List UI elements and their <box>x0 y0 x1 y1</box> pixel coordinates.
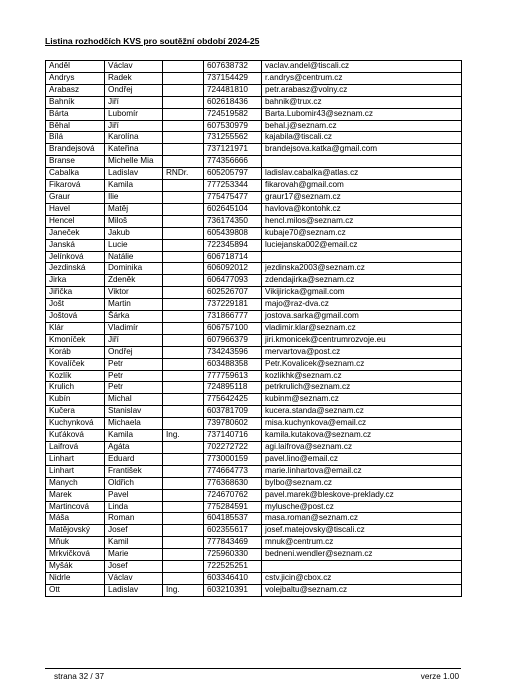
email-cell: jostova.sarka@gmail.com <box>262 311 462 323</box>
degree-cell <box>163 61 204 73</box>
first-name-cell: Michelle Mia <box>105 156 163 168</box>
first-name-cell: Vladimír <box>105 322 163 334</box>
email-cell <box>262 251 462 263</box>
degree-cell <box>163 191 204 203</box>
degree-cell <box>163 477 204 489</box>
first-name-cell: Eduard <box>105 453 163 465</box>
surname-cell: Bárta <box>46 108 105 120</box>
first-name-cell: Jiří <box>105 96 163 108</box>
first-name-cell: Oldřich <box>105 477 163 489</box>
phone-cell: 773000159 <box>204 453 262 465</box>
email-cell: majo@raz-dva.cz <box>262 299 462 311</box>
table-row <box>46 418 462 430</box>
first-name-cell: Ladislav <box>105 168 163 180</box>
phone-cell: 775284591 <box>204 501 262 513</box>
surname-cell: Kozlík <box>46 370 105 382</box>
degree-cell <box>163 239 204 251</box>
first-name-cell: Josef <box>105 561 163 573</box>
degree-cell <box>163 144 204 156</box>
first-name-cell: Karolína <box>105 132 163 144</box>
first-name-cell: Pavel <box>105 489 163 501</box>
phone-cell: 603346410 <box>204 572 262 584</box>
table-row <box>46 358 462 370</box>
email-cell: ladislav.cabalka@atlas.cz <box>262 168 462 180</box>
email-cell: masa.roman@seznam.cz <box>262 513 462 525</box>
first-name-cell: Natálie <box>105 251 163 263</box>
table-row <box>46 525 462 537</box>
first-name-cell: Kateřina <box>105 144 163 156</box>
first-name-cell: Kamila <box>105 430 163 442</box>
email-cell: mervartova@post.cz <box>262 346 462 358</box>
email-cell: pavel.lino@email.cz <box>262 453 462 465</box>
email-cell: r.andrys@centrum.cz <box>262 72 462 84</box>
first-name-cell: Petr <box>105 358 163 370</box>
email-cell: vaclav.andel@tiscali.cz <box>262 61 462 73</box>
surname-cell: Klár <box>46 322 105 334</box>
table-row <box>46 334 462 346</box>
surname-cell: Jirka <box>46 275 105 287</box>
email-cell: jezdinska2003@seznam.cz <box>262 263 462 275</box>
email-cell: bedneni.wendler@seznam.cz <box>262 549 462 561</box>
table-row <box>46 465 462 477</box>
email-cell: kajabila@tiscali.cz <box>262 132 462 144</box>
referee-table <box>45 60 462 597</box>
surname-cell: Nidrle <box>46 572 105 584</box>
degree-cell <box>163 322 204 334</box>
degree-cell <box>163 96 204 108</box>
first-name-cell: Kamila <box>105 180 163 192</box>
table-row <box>46 501 462 513</box>
first-name-cell: Miloš <box>105 215 163 227</box>
table-row <box>46 191 462 203</box>
table-row <box>46 394 462 406</box>
email-cell: marie.linhartova@email.cz <box>262 465 462 477</box>
degree-cell <box>163 84 204 96</box>
email-cell: jiri.kmonicek@centrumrozvoje.eu <box>262 334 462 346</box>
table-row <box>46 584 462 596</box>
phone-cell: 607966379 <box>204 334 262 346</box>
degree-cell <box>163 263 204 275</box>
email-cell: brandejsova.katka@gmail.com <box>262 144 462 156</box>
phone-cell: 739780602 <box>204 418 262 430</box>
table-row <box>46 442 462 454</box>
phone-cell: 775475477 <box>204 191 262 203</box>
degree-cell <box>163 418 204 430</box>
table-row <box>46 84 462 96</box>
first-name-cell: Petr <box>105 370 163 382</box>
table-row <box>46 406 462 418</box>
table-row <box>46 477 462 489</box>
table-row <box>46 382 462 394</box>
degree-cell <box>163 299 204 311</box>
first-name-cell: Dominika <box>105 263 163 275</box>
phone-cell: 602618436 <box>204 96 262 108</box>
phone-cell: 737121971 <box>204 144 262 156</box>
page-number: strana 32 / 37 <box>54 672 105 681</box>
surname-cell: Kovalíček <box>46 358 105 370</box>
first-name-cell: Agáta <box>105 442 163 454</box>
surname-cell: Běhal <box>46 120 105 132</box>
phone-cell: 603781709 <box>204 406 262 418</box>
table-row <box>46 144 462 156</box>
email-cell: bahnik@trux.cz <box>262 96 462 108</box>
first-name-cell: Jiří <box>105 334 163 346</box>
first-name-cell: Michal <box>105 394 163 406</box>
table-row <box>46 72 462 84</box>
table-row <box>46 61 462 73</box>
table-row <box>46 251 462 263</box>
table-row <box>46 239 462 251</box>
surname-cell: Kmoníček <box>46 334 105 346</box>
email-cell: agi.laifrova@seznam.cz <box>262 442 462 454</box>
surname-cell: Jiřička <box>46 287 105 299</box>
surname-cell: Joštová <box>46 311 105 323</box>
table-row <box>46 275 462 287</box>
phone-cell: 737140716 <box>204 430 262 442</box>
degree-cell <box>163 203 204 215</box>
email-cell: behal.j@seznam.cz <box>262 120 462 132</box>
email-cell: petr.arabasz@volny.cz <box>262 84 462 96</box>
first-name-cell: Petr <box>105 382 163 394</box>
footer-divider <box>45 668 461 669</box>
phone-cell: 605205797 <box>204 168 262 180</box>
surname-cell: Máša <box>46 513 105 525</box>
first-name-cell: Ondřej <box>105 84 163 96</box>
phone-cell: 607530979 <box>204 120 262 132</box>
surname-cell: Krulich <box>46 382 105 394</box>
table-row <box>46 287 462 299</box>
table-row <box>46 537 462 549</box>
first-name-cell: Josef <box>105 525 163 537</box>
degree-cell: Ing. <box>163 584 204 596</box>
degree-cell <box>163 561 204 573</box>
email-cell <box>262 156 462 168</box>
referee-table-body <box>46 61 462 597</box>
surname-cell: Brandejsová <box>46 144 105 156</box>
phone-cell: 603488358 <box>204 358 262 370</box>
table-row <box>46 489 462 501</box>
first-name-cell: Václav <box>105 61 163 73</box>
first-name-cell: Václav <box>105 572 163 584</box>
surname-cell: Linhart <box>46 453 105 465</box>
first-name-cell: Marie <box>105 549 163 561</box>
table-row <box>46 513 462 525</box>
degree-cell <box>163 275 204 287</box>
surname-cell: Kučera <box>46 406 105 418</box>
surname-cell: Havel <box>46 203 105 215</box>
email-cell: fikarovah@gmail.com <box>262 180 462 192</box>
email-cell <box>262 561 462 573</box>
phone-cell: 734243596 <box>204 346 262 358</box>
table-row <box>46 549 462 561</box>
degree-cell <box>163 501 204 513</box>
surname-cell: Cabalka <box>46 168 105 180</box>
surname-cell: Linhart <box>46 465 105 477</box>
phone-cell: 702272722 <box>204 442 262 454</box>
surname-cell: Manych <box>46 477 105 489</box>
first-name-cell: Roman <box>105 513 163 525</box>
phone-cell: 724895118 <box>204 382 262 394</box>
email-cell: misa.kuchynkova@email.cz <box>262 418 462 430</box>
degree-cell <box>163 370 204 382</box>
phone-cell: 724481810 <box>204 84 262 96</box>
surname-cell: Laifrová <box>46 442 105 454</box>
surname-cell: Jezdinská <box>46 263 105 275</box>
first-name-cell: Radek <box>105 72 163 84</box>
surname-cell: Marek <box>46 489 105 501</box>
email-cell: cstv.jicin@cbox.cz <box>262 572 462 584</box>
surname-cell: Kuchynková <box>46 418 105 430</box>
degree-cell <box>163 311 204 323</box>
table-row <box>46 96 462 108</box>
email-cell: bylbo@seznam.cz <box>262 477 462 489</box>
degree-cell <box>163 287 204 299</box>
phone-cell: 722345894 <box>204 239 262 251</box>
degree-cell <box>163 132 204 144</box>
degree-cell: Ing. <box>163 430 204 442</box>
surname-cell: Myšák <box>46 561 105 573</box>
document-title: Listina rozhodčích KVS pro soutěžní období 2024-25 <box>45 36 260 46</box>
surname-cell: Bahník <box>46 96 105 108</box>
surname-cell: Jelínková <box>46 251 105 263</box>
email-cell: petrkrulich@seznam.cz <box>262 382 462 394</box>
first-name-cell: Ilie <box>105 191 163 203</box>
table-row <box>46 322 462 334</box>
table-row <box>46 561 462 573</box>
email-cell: pavel.marek@bleskove-preklady.cz <box>262 489 462 501</box>
first-name-cell: Martin <box>105 299 163 311</box>
degree-cell <box>163 227 204 239</box>
table-row <box>46 180 462 192</box>
phone-cell: 774664773 <box>204 465 262 477</box>
phone-cell: 606092012 <box>204 263 262 275</box>
degree-cell <box>163 442 204 454</box>
table-row <box>46 215 462 227</box>
surname-cell: Graur <box>46 191 105 203</box>
first-name-cell: Viktor <box>105 287 163 299</box>
degree-cell <box>163 251 204 263</box>
email-cell: kubinm@seznam.cz <box>262 394 462 406</box>
degree-cell <box>163 394 204 406</box>
first-name-cell: Stanislav <box>105 406 163 418</box>
surname-cell: Koráb <box>46 346 105 358</box>
email-cell: Vikijiricka@gmail.com <box>262 287 462 299</box>
table-row <box>46 168 462 180</box>
table-row <box>46 108 462 120</box>
table-row <box>46 311 462 323</box>
phone-cell: 602645104 <box>204 203 262 215</box>
degree-cell <box>163 453 204 465</box>
table-row <box>46 572 462 584</box>
first-name-cell: František <box>105 465 163 477</box>
phone-cell: 602355617 <box>204 525 262 537</box>
table-row <box>46 453 462 465</box>
phone-cell: 606757100 <box>204 322 262 334</box>
surname-cell: Kubín <box>46 394 105 406</box>
table-row <box>46 203 462 215</box>
phone-cell: 607638732 <box>204 61 262 73</box>
phone-cell: 603210391 <box>204 584 262 596</box>
email-cell: kucera.standa@seznam.cz <box>262 406 462 418</box>
surname-cell: Matějovský <box>46 525 105 537</box>
phone-cell: 776368630 <box>204 477 262 489</box>
email-cell: hencl.milos@seznam.cz <box>262 215 462 227</box>
first-name-cell: Ondřej <box>105 346 163 358</box>
degree-cell <box>163 108 204 120</box>
phone-cell: 775642425 <box>204 394 262 406</box>
surname-cell: Martincová <box>46 501 105 513</box>
degree-cell <box>163 572 204 584</box>
table-row <box>46 299 462 311</box>
degree-cell <box>163 513 204 525</box>
email-cell: kamila.kutakova@seznam.cz <box>262 430 462 442</box>
first-name-cell: Kamil <box>105 537 163 549</box>
degree-cell <box>163 120 204 132</box>
phone-cell: 737154429 <box>204 72 262 84</box>
degree-cell <box>163 215 204 227</box>
phone-cell: 724670762 <box>204 489 262 501</box>
version-label: verze 1.00 <box>420 672 459 681</box>
table-row <box>46 370 462 382</box>
table-row <box>46 346 462 358</box>
email-cell: josef.matejovsky@tiscali.cz <box>262 525 462 537</box>
first-name-cell: Lucie <box>105 239 163 251</box>
degree-cell <box>163 549 204 561</box>
email-cell: luciejanska002@email.cz <box>262 239 462 251</box>
table-row <box>46 430 462 442</box>
surname-cell: Janeček <box>46 227 105 239</box>
first-name-cell: Matěj <box>105 203 163 215</box>
surname-cell: Jošt <box>46 299 105 311</box>
degree-cell <box>163 334 204 346</box>
degree-cell <box>163 358 204 370</box>
phone-cell: 731866777 <box>204 311 262 323</box>
first-name-cell: Linda <box>105 501 163 513</box>
surname-cell: Anděl <box>46 61 105 73</box>
degree-cell <box>163 489 204 501</box>
email-cell: zdendajirka@seznam.cz <box>262 275 462 287</box>
first-name-cell: Ladislav <box>105 584 163 596</box>
degree-cell <box>163 537 204 549</box>
degree-cell <box>163 180 204 192</box>
surname-cell: Hencel <box>46 215 105 227</box>
degree-cell <box>163 346 204 358</box>
email-cell: havlova@kontohk.cz <box>262 203 462 215</box>
surname-cell: Mňuk <box>46 537 105 549</box>
surname-cell: Branse <box>46 156 105 168</box>
first-name-cell: Jiří <box>105 120 163 132</box>
email-cell: vladimir.klar@seznam.cz <box>262 322 462 334</box>
first-name-cell: Michaela <box>105 418 163 430</box>
phone-cell: 777253344 <box>204 180 262 192</box>
surname-cell: Mrkvičková <box>46 549 105 561</box>
surname-cell: Kuťáková <box>46 430 105 442</box>
table-row <box>46 132 462 144</box>
table-row <box>46 120 462 132</box>
first-name-cell: Zdeněk <box>105 275 163 287</box>
first-name-cell: Lubomír <box>105 108 163 120</box>
degree-cell: RNDr. <box>163 168 204 180</box>
table-row <box>46 156 462 168</box>
phone-cell: 605439808 <box>204 227 262 239</box>
email-cell: volejbaltu@seznam.cz <box>262 584 462 596</box>
phone-cell: 606718714 <box>204 251 262 263</box>
phone-cell: 774356666 <box>204 156 262 168</box>
phone-cell: 737229181 <box>204 299 262 311</box>
phone-cell: 724519582 <box>204 108 262 120</box>
phone-cell: 606477093 <box>204 275 262 287</box>
email-cell: Barta.Lubomir43@seznam.cz <box>262 108 462 120</box>
degree-cell <box>163 406 204 418</box>
degree-cell <box>163 382 204 394</box>
surname-cell: Ott <box>46 584 105 596</box>
table-row <box>46 263 462 275</box>
email-cell: mylusche@post.cz <box>262 501 462 513</box>
surname-cell: Andrys <box>46 72 105 84</box>
table-row <box>46 227 462 239</box>
email-cell: graur17@seznam.cz <box>262 191 462 203</box>
email-cell: kubaje70@seznam.cz <box>262 227 462 239</box>
phone-cell: 604185537 <box>204 513 262 525</box>
email-cell: mnuk@centrum.cz <box>262 537 462 549</box>
phone-cell: 731255562 <box>204 132 262 144</box>
phone-cell: 602526707 <box>204 287 262 299</box>
phone-cell: 725960330 <box>204 549 262 561</box>
degree-cell <box>163 156 204 168</box>
surname-cell: Bílá <box>46 132 105 144</box>
first-name-cell: Šárka <box>105 311 163 323</box>
degree-cell <box>163 72 204 84</box>
phone-cell: 736174350 <box>204 215 262 227</box>
email-cell: Petr.Kovalicek@seznam.cz <box>262 358 462 370</box>
phone-cell: 722525251 <box>204 561 262 573</box>
first-name-cell: Jakub <box>105 227 163 239</box>
phone-cell: 777843469 <box>204 537 262 549</box>
email-cell: kozlikhk@seznam.cz <box>262 370 462 382</box>
surname-cell: Arabasz <box>46 84 105 96</box>
surname-cell: Fikarová <box>46 180 105 192</box>
degree-cell <box>163 465 204 477</box>
degree-cell <box>163 525 204 537</box>
surname-cell: Janská <box>46 239 105 251</box>
phone-cell: 777759613 <box>204 370 262 382</box>
